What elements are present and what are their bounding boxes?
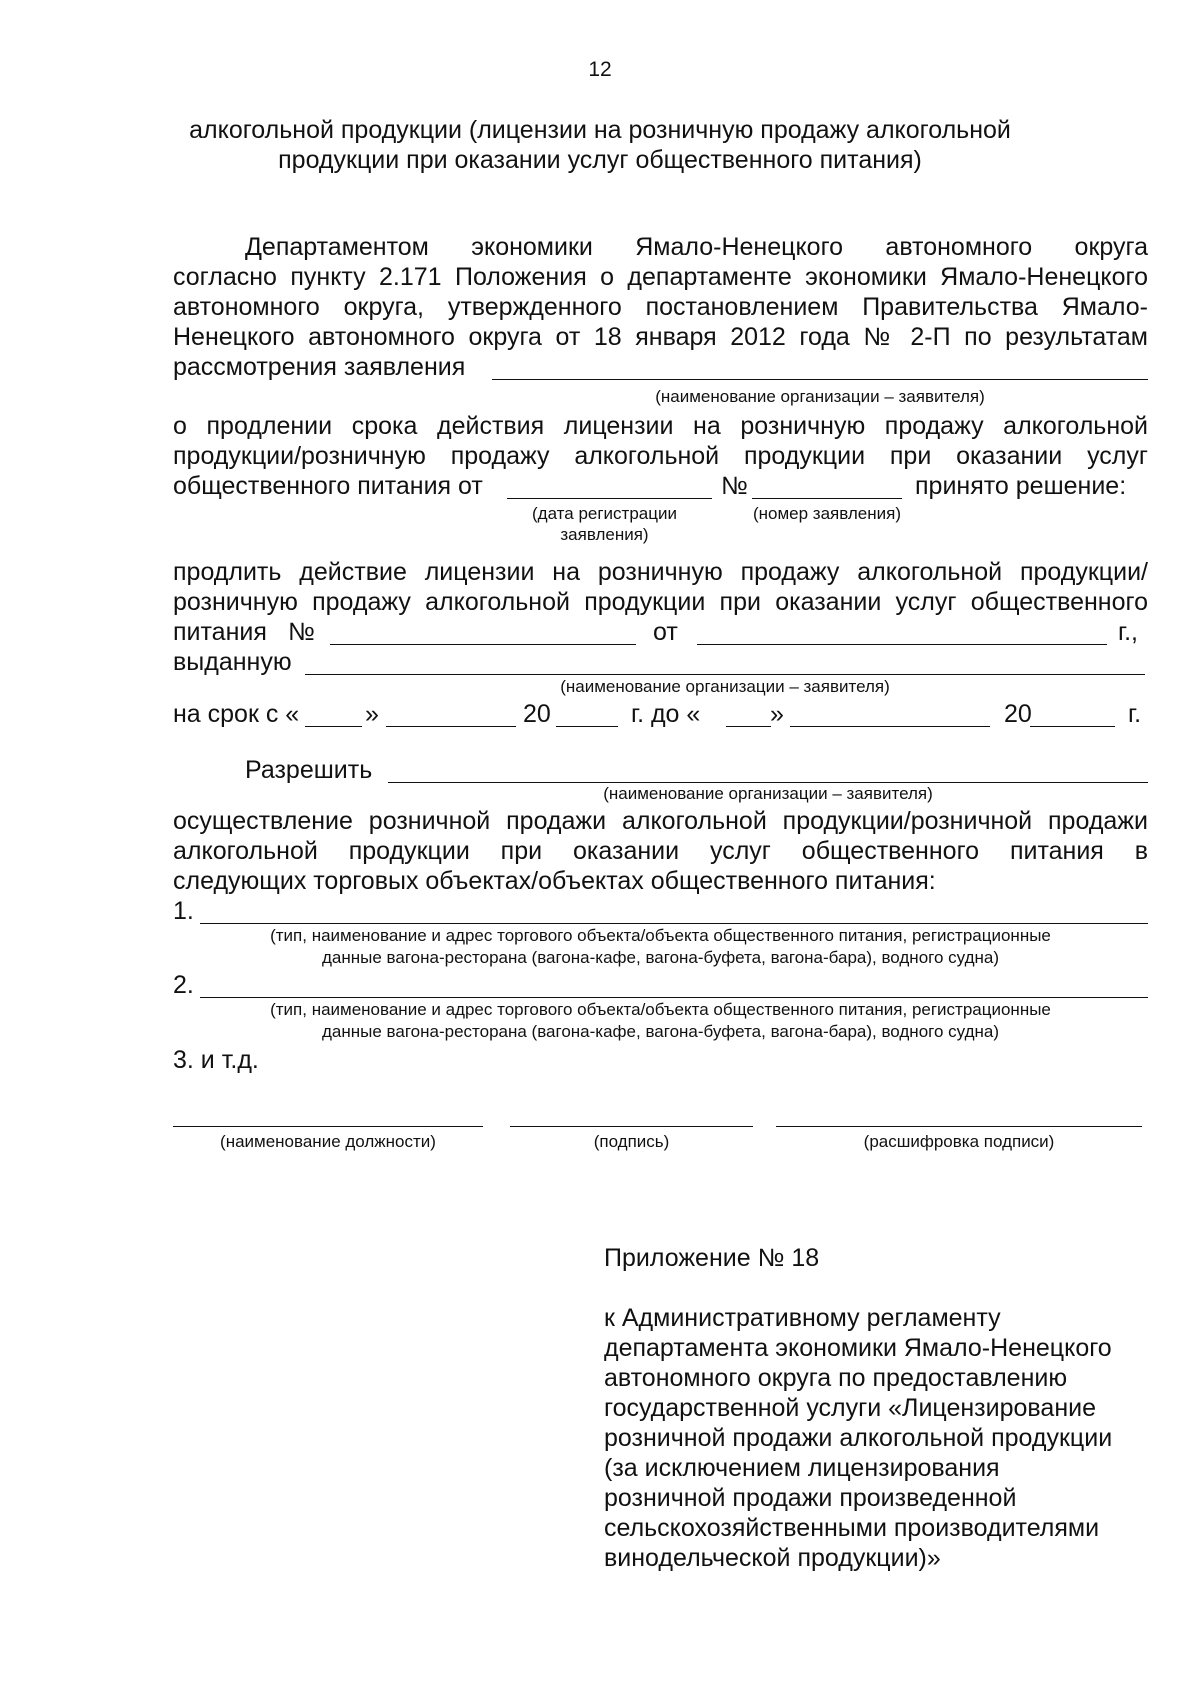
license-year-suffix: г., xyxy=(1118,618,1138,646)
appendix-line-9: винодельческой продукции)» xyxy=(604,1544,941,1572)
term-start-year-field[interactable] xyxy=(556,726,618,727)
appendix-line-5: розничной продажи алкогольной продукции xyxy=(604,1424,1113,1452)
caption-issued-to: (наименование организации – заявителя) xyxy=(560,677,890,696)
header-line-2: продукции при оказании услуг общественного питания) xyxy=(278,146,922,174)
applicant-name-field[interactable] xyxy=(492,379,1148,380)
caption-registration-date-2: заявления) xyxy=(560,525,649,544)
license-number-field[interactable] xyxy=(330,644,636,645)
object-item-2-number: 2. xyxy=(173,971,194,999)
extend-line-2: розничную продажу алкогольной продукции при оказании услуг общественного xyxy=(173,588,1148,616)
signature-field[interactable] xyxy=(510,1126,753,1127)
appendix-line-7: розничной продажи произведенной xyxy=(604,1484,1017,1512)
term-year-suffix: г. xyxy=(1128,700,1142,728)
number-sign: № xyxy=(721,472,748,500)
term-quote-close: » xyxy=(365,700,379,728)
intro-line-5: рассмотрения заявления xyxy=(173,353,466,381)
object-item-1-field[interactable] xyxy=(200,923,1148,924)
decision-label: принято решение: xyxy=(915,472,1127,500)
object-item-2-caption-1: (тип, наименование и адрес торгового объекта/объекта общественного питания, регистрационные xyxy=(270,1000,1051,1019)
intro-line-4: Ненецкого автономного округа от 18 января 2012 года № 2-П по результатам xyxy=(173,323,1148,351)
term-start-day-field[interactable] xyxy=(305,726,362,727)
object-item-1-number: 1. xyxy=(173,897,194,925)
object-item-1-caption-2: данные вагона-ресторана (вагона-кафе, вагона-буфета, вагона-бара), водного судна) xyxy=(321,948,1000,967)
caption-applicant-name: (наименование организации – заявителя) xyxy=(655,387,985,406)
renewal-line-3 xyxy=(173,471,1148,501)
issued-label: выданную xyxy=(173,648,292,676)
intro-line-1: Департаментом экономики Ямало-Ненецкого автономного округа xyxy=(245,233,1148,261)
object-item-1-caption-1: (тип, наименование и адрес торгового объекта/объекта общественного питания, регистрационные xyxy=(270,926,1051,945)
intro-line-2: согласно пункту 2.171 Положения о департаменте экономики Ямало-Ненецкого xyxy=(173,263,1148,291)
permit-line-1: осуществление розничной продажи алкогольной продукции/розничной продажи xyxy=(173,807,1148,835)
pitanie-label: питания xyxy=(173,618,267,646)
caption-signature-decoding: (расшифровка подписи) xyxy=(863,1132,1055,1151)
term-year-prefix: 20 xyxy=(523,700,551,728)
appendix-line-8: сельскохозяйственными производителями xyxy=(604,1514,1100,1542)
appendix-line-6: (за исключением лицензирования xyxy=(604,1454,1000,1482)
object-item-3: 3. и т.д. xyxy=(173,1046,259,1074)
issued-to-field[interactable] xyxy=(305,674,1145,675)
page-number: 12 xyxy=(588,58,612,81)
renewal-from-label: общественного питания от xyxy=(173,472,483,500)
caption-position: (наименование должности) xyxy=(220,1132,436,1151)
term-start-label: на срок с « xyxy=(173,700,300,728)
appendix-line-2: департамента экономики Ямало-Ненецкого xyxy=(604,1334,1112,1362)
permit-applicant-field[interactable] xyxy=(388,782,1148,783)
term-quote-close-2: » xyxy=(770,700,784,728)
term-year-prefix-2: 20 xyxy=(1004,700,1032,728)
license-number-sign: № xyxy=(288,618,315,646)
term-start-month-field[interactable] xyxy=(386,726,516,727)
caption-registration-date: (дата регистрации xyxy=(532,504,677,523)
term-end-day-field[interactable] xyxy=(726,726,771,727)
extend-line-3 xyxy=(173,617,1148,647)
term-line xyxy=(173,699,1148,729)
intro-line-3: автономного округа, утвержденного постановлением Правительства Ямало- xyxy=(173,293,1148,321)
caption-application-number: (номер заявления) xyxy=(752,504,902,523)
appendix-title: Приложение № 18 xyxy=(604,1244,820,1272)
object-item-2-field[interactable] xyxy=(200,997,1148,998)
object-item-2-caption-2: данные вагона-ресторана (вагона-кафе, вагона-буфета, вагона-бара), водного судна) xyxy=(321,1022,1000,1041)
license-date-field[interactable] xyxy=(697,644,1107,645)
term-until-label: г. до « xyxy=(631,700,701,728)
header-line-1: алкогольной продукции (лицензии на розничную продажу алкогольной xyxy=(189,116,1011,144)
appendix-line-4: государственной услуги «Лицензирование xyxy=(604,1394,1096,1422)
appendix-line-1: к Административному регламенту xyxy=(604,1304,1001,1332)
renewal-line-1: о продлении срока действия лицензии на розничную продажу алкогольной xyxy=(173,412,1148,440)
appendix-line-3: автономного округа по предоставлению xyxy=(604,1364,1068,1392)
position-field[interactable] xyxy=(173,1126,483,1127)
caption-signature: (подпись) xyxy=(593,1132,670,1151)
registration-date-field[interactable] xyxy=(507,498,712,499)
extend-line-1: продлить действие лицензии на розничную продажу алкогольной продукции/ xyxy=(173,558,1148,586)
term-end-month-field[interactable] xyxy=(790,726,990,727)
term-end-year-field[interactable] xyxy=(1030,726,1115,727)
permit-line-3: следующих торговых объектах/объектах общественного питания: xyxy=(173,867,936,895)
permit-line-2: алкогольной продукции при оказании услуг общественного питания в xyxy=(173,837,1148,865)
renewal-line-2: продукции/розничную продажу алкогольной продукции при оказании услуг xyxy=(173,442,1148,470)
application-number-field[interactable] xyxy=(752,498,902,499)
signature-decoding-field[interactable] xyxy=(776,1126,1142,1127)
license-from-label: от xyxy=(653,618,678,646)
permit-label: Разрешить xyxy=(245,756,373,784)
caption-permit-applicant: (наименование организации – заявителя) xyxy=(603,784,933,803)
